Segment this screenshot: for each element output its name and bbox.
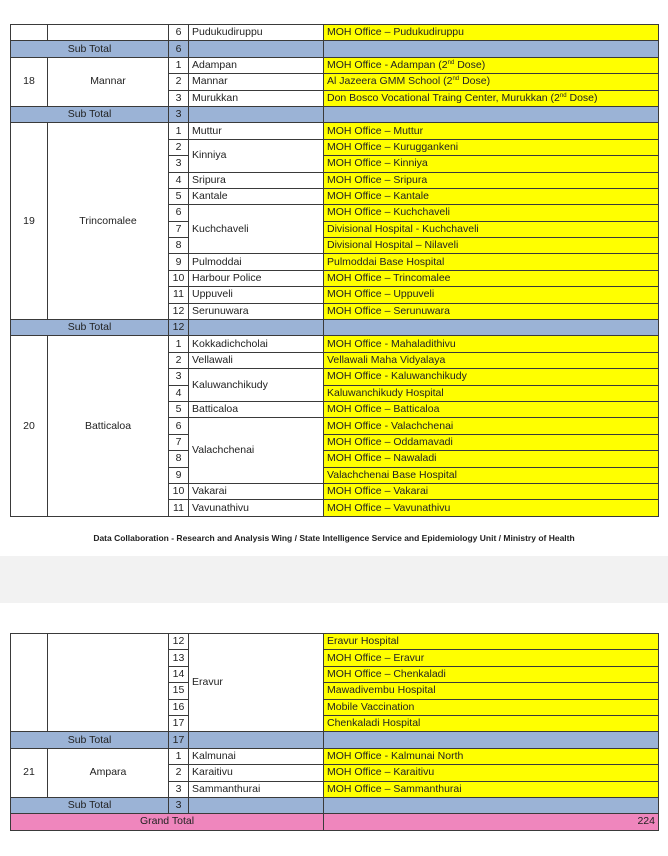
subtotal-empty-cell [189, 320, 324, 336]
district-number-cell: 18 [11, 57, 48, 106]
location-cell: Kaluwanchikudy Hospital [324, 385, 659, 401]
moh-area-cell: Serunuwara [189, 303, 324, 319]
moh-area-cell: Vellawali [189, 352, 324, 368]
district-number-cell: 21 [11, 748, 48, 797]
district-name-cell: Batticaloa [48, 336, 169, 516]
moh-area-cell: Valachchenai [189, 418, 324, 484]
district-name-cell [48, 634, 169, 732]
location-text: Al Jazeera GMM School (2 [327, 75, 453, 88]
serial-number-cell: 9 [169, 467, 189, 483]
serial-number-cell: 4 [169, 385, 189, 401]
serial-number-cell: 6 [169, 205, 189, 221]
moh-area-cell: Eravur [189, 634, 324, 732]
table-row [11, 748, 659, 764]
location-cell: Divisional Hospital – Nilaveli [324, 238, 659, 254]
location-cell: Eravur Hospital [324, 634, 659, 650]
vaccination-centres-table-page-1 [10, 24, 659, 517]
subtotal-label: Sub Total [11, 797, 169, 813]
location-cell: MOH Office - Kalmunai North [324, 748, 659, 764]
location-superscript: nd [452, 76, 460, 83]
location-cell: MOH Office - Valachchenai [324, 418, 659, 434]
subtotal-empty-cell [189, 41, 324, 57]
location-cell: MOH Office - Mahaladithivu [324, 336, 659, 352]
location-cell: Divisional Hospital - Kuchchaveli [324, 221, 659, 237]
moh-area-cell: Kantale [189, 188, 324, 204]
subtotal-value: 17 [169, 732, 189, 748]
serial-number-cell: 6 [169, 25, 189, 41]
serial-number-cell: 17 [169, 715, 189, 731]
subtotal-label: Sub Total [11, 106, 169, 122]
serial-number-cell: 9 [169, 254, 189, 270]
location-cell: MOH Office – Oddamavadi [324, 434, 659, 450]
serial-number-cell: 6 [169, 418, 189, 434]
subtotal-row [11, 732, 659, 748]
serial-number-cell: 8 [169, 451, 189, 467]
location-cell: MOH Office – Kuchchaveli [324, 205, 659, 221]
moh-area-cell: Pudukudiruppu [189, 25, 324, 41]
location-cell: MOH Office – Kuruggankeni [324, 139, 659, 155]
data-source-footer: Data Collaboration - Research and Analysis Wing / State Intelligence Service and Epidemiology Unit / Ministry of Health [93, 533, 575, 543]
serial-number-cell: 3 [169, 90, 189, 106]
serial-number-cell: 10 [169, 270, 189, 286]
serial-number-cell: 12 [169, 303, 189, 319]
serial-number-cell: 15 [169, 683, 189, 699]
serial-number-cell: 10 [169, 483, 189, 499]
subtotal-empty-cell [324, 106, 659, 122]
subtotal-label: Sub Total [11, 320, 169, 336]
location-superscript: nd [559, 92, 567, 99]
subtotal-row [11, 797, 659, 813]
moh-area-cell: Kuchchaveli [189, 205, 324, 254]
location-cell: MOH Office – Vavunathivu [324, 500, 659, 516]
district-name-cell: Trincomalee [48, 123, 169, 320]
moh-area-cell: Pulmoddai [189, 254, 324, 270]
location-text: MOH Office - Adampan (2 [327, 58, 448, 71]
location-cell: MOH Office – Pudukudiruppu [324, 25, 659, 41]
subtotal-value: 12 [169, 320, 189, 336]
district-number-cell: 19 [11, 123, 48, 320]
location-cell: MOH Office – Sammanthurai [324, 781, 659, 797]
serial-number-cell: 12 [169, 634, 189, 650]
subtotal-label: Sub Total [11, 41, 169, 57]
location-cell: MOH Office - Kaluwanchikudy [324, 369, 659, 385]
location-cell: MOH Office – Trincomalee [324, 270, 659, 286]
district-number-cell: 20 [11, 336, 48, 516]
serial-number-cell: 2 [169, 352, 189, 368]
location-cell: MOH Office – Kantale [324, 188, 659, 204]
moh-area-cell: Vavunathivu [189, 500, 324, 516]
subtotal-empty-cell [324, 320, 659, 336]
subtotal-empty-cell [189, 732, 324, 748]
subtotal-value: 3 [169, 797, 189, 813]
district-number-cell [11, 634, 48, 732]
location-cell: MOH Office – Batticaloa [324, 401, 659, 417]
subtotal-empty-cell [189, 106, 324, 122]
location-cell: MOH Office – Serunuwara [324, 303, 659, 319]
moh-area-cell: Kinniya [189, 139, 324, 172]
serial-number-cell: 2 [169, 139, 189, 155]
grand-total-row [11, 814, 659, 830]
location-cell: MOH Office – Uppuveli [324, 287, 659, 303]
table-row [11, 25, 659, 41]
location-cell: Mawadivembu Hospital [324, 683, 659, 699]
location-cell [324, 57, 659, 73]
serial-number-cell: 1 [169, 123, 189, 139]
location-cell: Chenkaladi Hospital [324, 715, 659, 731]
table-row [11, 123, 659, 139]
subtotal-empty-cell [324, 41, 659, 57]
location-text-tail: Dose) [454, 58, 486, 71]
location-cell [324, 74, 659, 90]
serial-number-cell: 3 [169, 781, 189, 797]
serial-number-cell: 3 [169, 369, 189, 385]
subtotal-row [11, 41, 659, 57]
subtotal-value: 3 [169, 106, 189, 122]
subtotal-row [11, 320, 659, 336]
subtotal-value: 6 [169, 41, 189, 57]
moh-area-cell: Batticaloa [189, 401, 324, 417]
district-name-cell: Mannar [48, 57, 169, 106]
location-cell: Valachchenai Base Hospital [324, 467, 659, 483]
moh-area-cell: Sammanthurai [189, 781, 324, 797]
vaccination-centres-table-page-2 [10, 633, 659, 831]
serial-number-cell: 7 [169, 434, 189, 450]
district-name-cell: Ampara [48, 748, 169, 797]
location-cell: Vellawali Maha Vidyalaya [324, 352, 659, 368]
location-superscript: nd [447, 59, 455, 66]
moh-area-cell: Harbour Police [189, 270, 324, 286]
subtotal-empty-cell [324, 797, 659, 813]
serial-number-cell: 8 [169, 238, 189, 254]
location-text-tail: Dose) [566, 91, 598, 104]
district-number-cell [11, 25, 48, 41]
serial-number-cell: 5 [169, 188, 189, 204]
moh-area-cell: Vakarai [189, 483, 324, 499]
location-text: Don Bosco Vocational Traing Center, Murukkan (2 [327, 91, 560, 104]
table-row [11, 634, 659, 650]
serial-number-cell: 13 [169, 650, 189, 666]
serial-number-cell: 2 [169, 765, 189, 781]
subtotal-row [11, 106, 659, 122]
serial-number-cell: 14 [169, 666, 189, 682]
moh-area-cell: Murukkan [189, 90, 324, 106]
moh-area-cell: Karaitivu [189, 765, 324, 781]
serial-number-cell: 1 [169, 57, 189, 73]
location-cell: MOH Office – Eravur [324, 650, 659, 666]
moh-area-cell: Kalmunai [189, 748, 324, 764]
location-cell: Pulmoddai Base Hospital [324, 254, 659, 270]
location-cell: MOH Office – Sripura [324, 172, 659, 188]
location-cell: MOH Office – Muttur [324, 123, 659, 139]
table-row [11, 57, 659, 73]
location-cell: MOH Office – Nawaladi [324, 451, 659, 467]
grand-total-value: 224 [324, 814, 659, 830]
serial-number-cell: 7 [169, 221, 189, 237]
serial-number-cell: 11 [169, 500, 189, 516]
moh-area-cell: Uppuveli [189, 287, 324, 303]
location-cell: MOH Office – Karaitivu [324, 765, 659, 781]
serial-number-cell: 3 [169, 156, 189, 172]
serial-number-cell: 16 [169, 699, 189, 715]
page-2 [0, 603, 668, 856]
serial-number-cell: 4 [169, 172, 189, 188]
moh-area-cell: Adampan [189, 57, 324, 73]
moh-area-cell: Mannar [189, 74, 324, 90]
moh-area-cell: Kaluwanchikudy [189, 369, 324, 402]
serial-number-cell: 1 [169, 336, 189, 352]
location-text-tail: Dose) [459, 75, 491, 88]
moh-area-cell: Kokkadichcholai [189, 336, 324, 352]
location-cell: Mobile Vaccination [324, 699, 659, 715]
location-cell: MOH Office – Kinniya [324, 156, 659, 172]
location-cell: MOH Office – Vakarai [324, 483, 659, 499]
location-cell [324, 90, 659, 106]
grand-total-label: Grand Total [11, 814, 324, 830]
serial-number-cell: 2 [169, 74, 189, 90]
moh-area-cell: Sripura [189, 172, 324, 188]
subtotal-empty-cell [324, 732, 659, 748]
district-name-cell [48, 25, 169, 41]
table-row [11, 336, 659, 352]
subtotal-empty-cell [189, 797, 324, 813]
serial-number-cell: 11 [169, 287, 189, 303]
moh-area-cell: Muttur [189, 123, 324, 139]
serial-number-cell: 1 [169, 748, 189, 764]
location-cell: MOH Office – Chenkaladi [324, 666, 659, 682]
serial-number-cell: 5 [169, 401, 189, 417]
subtotal-label: Sub Total [11, 732, 169, 748]
